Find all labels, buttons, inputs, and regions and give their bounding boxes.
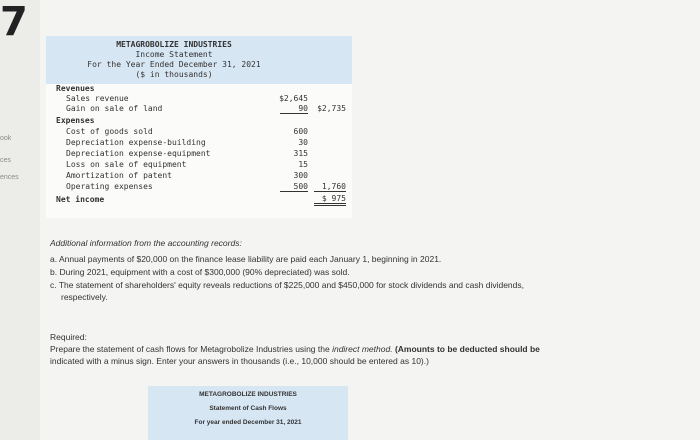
is-units: ($ in thousands) [135,70,213,79]
sidebar-label-ebook[interactable]: ook [0,135,12,142]
sidebar-label-references[interactable]: ences [0,174,19,181]
required-method: indirect method. [332,344,393,354]
expense-value: 300 [293,171,308,180]
required-heading: Required: [50,332,87,342]
expense-label: Loss on sale of equipment [66,160,187,169]
income-statement-header [46,36,352,84]
required-text: Prepare the statement of cash flows for Metagrobolize Industries using the [50,344,330,354]
required-note: (Amounts to be deducted should be [394,344,540,354]
expense-value: 15 [298,160,308,169]
is-title: Income Statement [135,50,213,59]
sales-revenue-label: Sales revenue [66,94,129,103]
expenses-heading: Expenses [56,116,95,125]
is-company: METAGROBOLIZE INDUSTRIES [116,40,232,49]
expense-label: Cost of goods sold [66,127,153,136]
is-period: For the Year Ended December 31, 2021 [87,60,261,69]
required-line-1 [50,344,540,354]
income-statement [46,36,352,218]
net-income-value: $ 975 [314,194,346,206]
cash-flow-header [148,386,348,440]
additional-info-item: c. The statement of shareholders' equity reveals reductions of $225,000 and $450,000 for stock dividends and cash dividends, [50,280,524,290]
expense-label: Operating expenses [66,182,153,191]
cf-company: METAGROBOLIZE INDUSTRIES [199,391,297,398]
question-number: 7 [0,0,28,45]
gain-land-label: Gain on sale of land [66,104,163,113]
expense-label: Amortization of patent [66,171,172,180]
expenses-total: 1,760 [314,182,346,192]
net-income-label: Net income [56,195,105,204]
expense-value: 30 [298,138,308,147]
additional-info-item: respectively. [61,292,108,302]
revenues-total: $2,735 [317,104,346,113]
additional-info-heading: Additional information from the accounting records: [50,238,242,248]
gain-land-value: 90 [280,104,308,114]
expense-value: 600 [293,127,308,136]
additional-info-item: a. Annual payments of $20,000 on the finance lease liability are paid each January 1, beginning in 2021. [50,254,442,264]
expense-label: Depreciation expense-equipment [66,149,211,158]
expense-value: 315 [293,149,308,158]
sidebar-label-print[interactable]: ces [0,157,11,164]
revenues-heading: Revenues [56,84,95,93]
required-line-2: indicated with a minus sign. Enter your answers in thousands (i.e., 10,000 should be entered as 10).) [50,356,429,366]
sales-revenue-value: $2,645 [279,94,308,103]
additional-info-item: b. During 2021, equipment with a cost of $300,000 (90% depreciated) was sold. [50,267,350,277]
sidebar [0,0,40,440]
cf-period: For year ended December 31, 2021 [194,419,302,426]
expense-label: Depreciation expense-building [66,138,206,147]
cf-title: Statement of Cash Flows [209,405,287,412]
expense-value: 500 [280,182,308,192]
